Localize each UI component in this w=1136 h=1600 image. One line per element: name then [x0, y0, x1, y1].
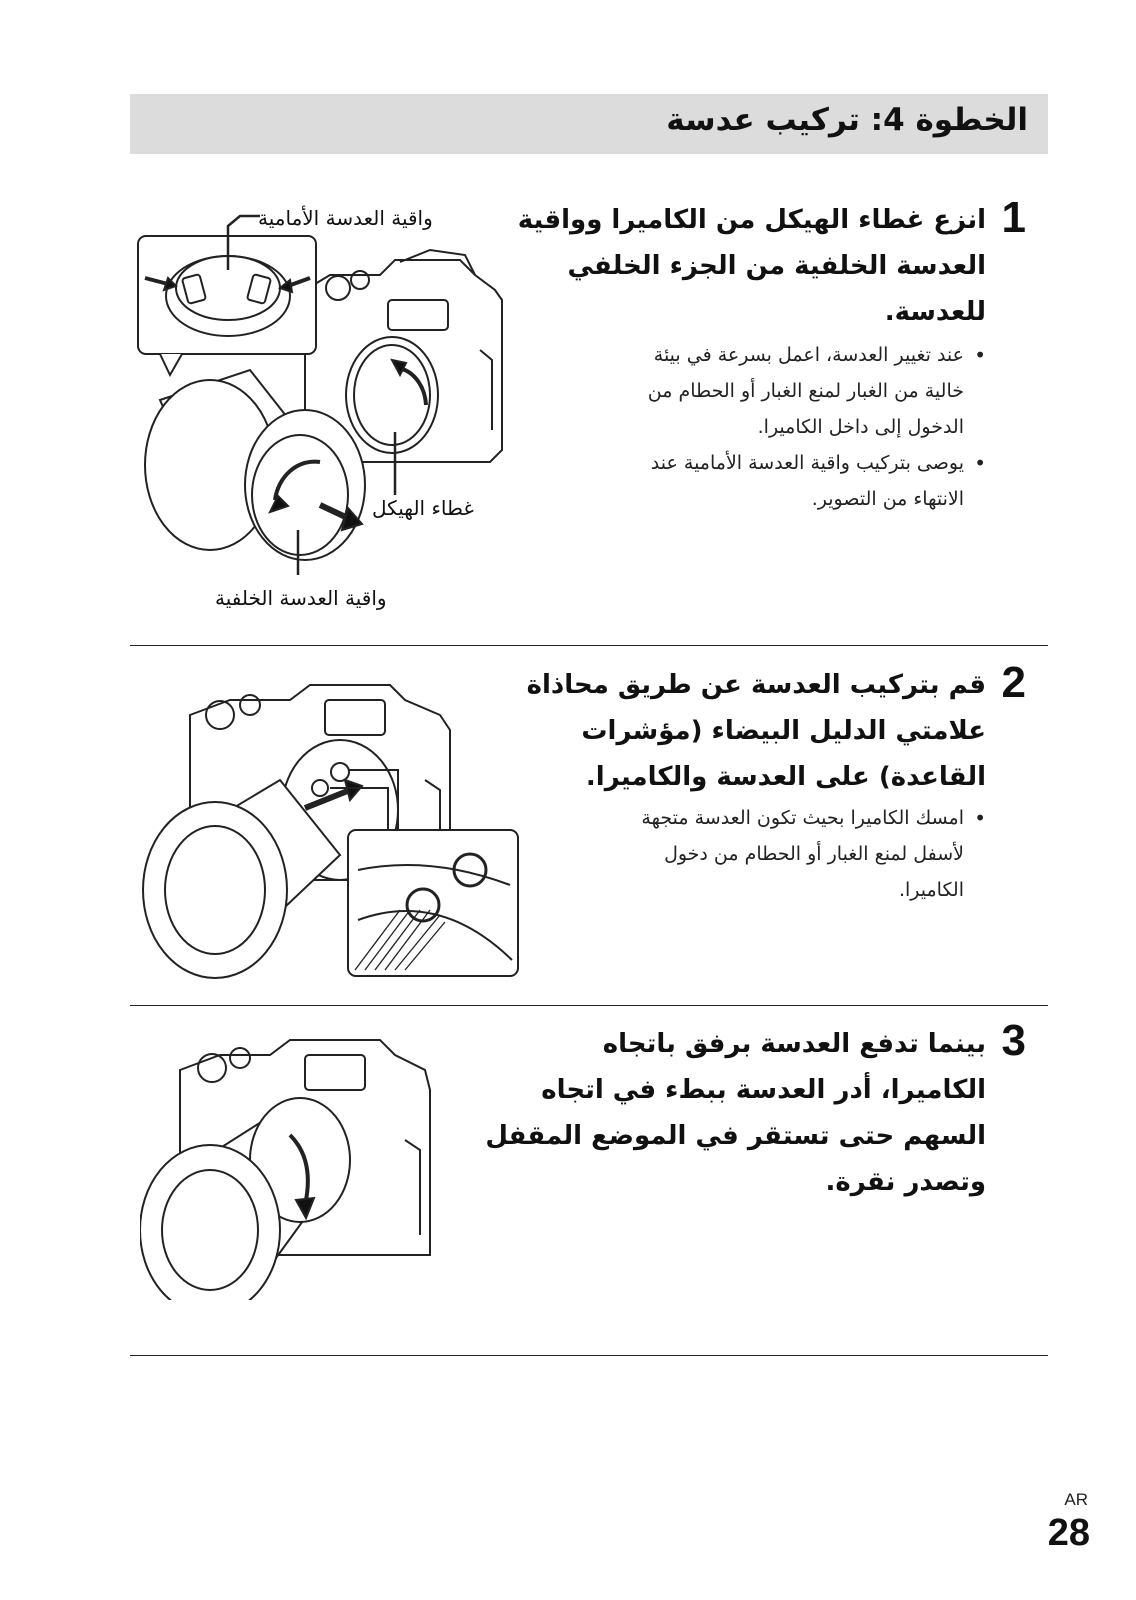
step-1-notes [648, 337, 986, 517]
step-3-number: 3 [1001, 1016, 1026, 1065]
section-title: الخطوة 4: تركيب عدسة [666, 102, 1028, 138]
step-2-notes [641, 800, 986, 908]
inset-pointer [160, 354, 182, 375]
note-line: الانتهاء من التصوير. [811, 488, 964, 510]
step-1-heading-line: انزع غطاء الهيكل من الكاميرا وواقية [517, 205, 986, 235]
divider [130, 1005, 1048, 1006]
step-1-note [648, 337, 986, 445]
note-line: • يوصى بتركيب واقية العدسة الأمامية عند [650, 452, 964, 474]
note-line: • عند تغيير العدسة، اعمل بسرعة في بيئة [653, 344, 964, 366]
step-2-heading [527, 662, 986, 800]
step-3-heading-line: وتصدر نقرة. [825, 1167, 986, 1197]
step-2-illustration [140, 670, 540, 980]
note-line: لأسفل لمنع الغبار أو الحطام من دخول [664, 843, 964, 865]
note-line: الدخول إلى داخل الكاميرا. [757, 416, 964, 438]
step-1-note [648, 445, 986, 517]
detail-inset [348, 830, 518, 976]
step-1-heading-line: للعدسة. [884, 297, 986, 327]
step-1-number: 1 [1001, 193, 1026, 242]
step-3-heading [485, 1021, 986, 1205]
note-line: خالية من الغبار لمنع الغبار أو الحطام من [647, 380, 964, 402]
divider [130, 1355, 1048, 1356]
step-3-heading-line: الكاميرا، أدر العدسة ببطء في اتجاه [541, 1075, 986, 1105]
page-number: 28 [1047, 1512, 1090, 1554]
body-cap-label: غطاء الهيكل [372, 496, 474, 520]
note-line: الكاميرا. [898, 879, 964, 901]
step-3-heading-line: بينما تدفع العدسة برفق باتجاه [602, 1029, 986, 1059]
step-2-note [641, 800, 986, 908]
step-3-illustration [140, 1030, 440, 1300]
step-2-heading-line: القاعدة) على العدسة والكاميرا. [585, 762, 986, 792]
step-1-heading [518, 197, 986, 335]
divider [130, 645, 1048, 646]
section-header [130, 94, 1048, 154]
step-2-number: 2 [1001, 658, 1026, 707]
front-cap-label: واقية العدسة الأمامية [258, 206, 433, 230]
step-1-heading-line: العدسة الخلفية من الجزء الخلفي [567, 251, 986, 281]
step-3-heading-line: السهم حتى تستقر في الموضع المقفل [485, 1121, 986, 1151]
language-code: AR [1064, 1490, 1088, 1509]
step-1-illustration [130, 200, 510, 630]
rear-cap-label: واقية العدسة الخلفية [215, 586, 387, 610]
step-2-heading-line: قم بتركيب العدسة عن طريق محاذاة [526, 670, 986, 700]
note-line: • امسك الكاميرا بحيث تكون العدسة متجهة [641, 807, 964, 829]
step-2-heading-line: علامتي الدليل البيضاء (مؤشرات [581, 716, 986, 746]
